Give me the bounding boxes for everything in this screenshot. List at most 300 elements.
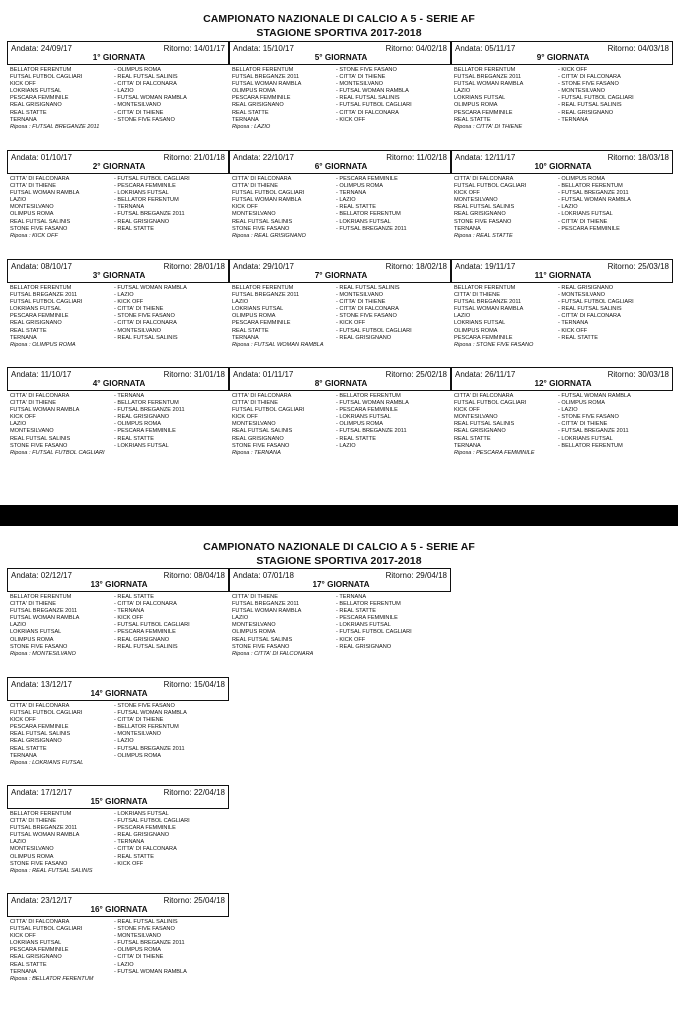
home-team: REAL FUTSAL SALINIS	[232, 428, 293, 435]
home-team: MONTESILVANO	[232, 622, 276, 629]
away-team: - CITTA' DI THIENE	[558, 421, 608, 428]
away-team: - LAZIO	[114, 961, 134, 968]
match-row	[229, 219, 451, 226]
andata-date: Andata: 17/12/17	[11, 788, 72, 797]
giornata-label: 11° GIORNATA	[534, 271, 592, 280]
away-team: - KICK OFF	[336, 320, 366, 327]
away-team: - REAL STATTE	[558, 334, 598, 341]
away-team: - TERNANA	[558, 116, 589, 123]
home-team: REAL STATTE	[232, 327, 269, 334]
match-list	[7, 811, 229, 875]
home-team: CITTA' DI THIENE	[454, 292, 500, 299]
away-team: - CITTA' DI THIENE	[114, 717, 164, 724]
home-team: STONE FIVE FASANO	[10, 860, 68, 867]
home-team: FUTSAL BREGANZE 2011	[454, 74, 522, 81]
match-row	[229, 414, 451, 421]
match-row	[7, 285, 229, 292]
home-team: FUTSAL FUTBOL CAGLIARI	[10, 710, 83, 717]
away-team: - OLIMPUS ROMA	[114, 421, 161, 428]
home-team: CITTA' DI FALCONARA	[10, 703, 70, 709]
match-row	[7, 74, 229, 81]
away-team: - CITTA' DI FALCONARA	[114, 320, 177, 327]
match-row	[7, 428, 229, 435]
match-row	[7, 102, 229, 109]
away-team: - FUTSAL FUTBOL CAGLIARI	[114, 818, 190, 825]
home-team: TERNANA	[232, 334, 259, 341]
round-header	[7, 785, 229, 809]
match-row	[7, 703, 229, 710]
away-team: - REAL GRISIGNANO	[558, 285, 614, 291]
match-row	[7, 753, 229, 760]
match-row	[7, 176, 229, 183]
match-row	[7, 219, 229, 226]
home-team: FUTSAL WOMAN RAMBLA	[10, 190, 80, 197]
home-team: FUTSAL FUTBOL CAGLIARI	[454, 183, 527, 190]
match-row	[7, 608, 229, 615]
ritorno-date: Ritorno: 11/02/18	[386, 153, 447, 162]
bye-team: Riposa : OLIMPUS ROMA	[10, 341, 76, 348]
home-team: LAZIO	[10, 839, 27, 846]
andata-date: Andata: 02/12/17	[11, 571, 72, 580]
match-row	[451, 219, 673, 226]
home-team: TERNANA	[10, 334, 37, 341]
giornata-label: 7° GIORNATA	[314, 271, 368, 280]
match-row	[451, 299, 673, 306]
away-team: - FUTSAL BREGANZE 2011	[336, 428, 407, 435]
match-row	[7, 443, 229, 450]
match-row	[229, 629, 451, 636]
home-team: CITTA' DI FALCONARA	[10, 393, 70, 399]
away-team: - REAL GRISIGNANO	[114, 832, 170, 839]
home-team: FUTSAL WOMAN RAMBLA	[232, 197, 302, 204]
match-row	[229, 102, 451, 109]
match-row	[7, 393, 229, 400]
home-team: LAZIO	[454, 313, 471, 320]
andata-date: Andata: 01/11/17	[233, 370, 294, 379]
home-team: LAZIO	[454, 88, 471, 95]
home-team: TERNANA	[454, 225, 481, 232]
match-row	[7, 615, 229, 622]
away-team: - PESCARA FEMMINILE	[336, 176, 398, 182]
away-team: - STONE FIVE FASANO	[336, 313, 397, 320]
match-row	[229, 601, 451, 608]
match-row	[451, 226, 673, 233]
match-row	[7, 746, 229, 753]
home-team: FUTSAL WOMAN RAMBLA	[10, 832, 80, 839]
home-team: FUTSAL WOMAN RAMBLA	[232, 81, 302, 88]
away-team: - REAL STATTE	[336, 608, 376, 615]
away-team: - TERNANA	[114, 839, 145, 846]
match-row	[229, 88, 451, 95]
home-team: REAL STATTE	[232, 109, 269, 116]
away-team: - OLIMPUS ROMA	[114, 67, 161, 73]
home-team: LOKRIANS FUTSAL	[454, 95, 506, 102]
match-row	[7, 622, 229, 629]
match-row	[7, 81, 229, 88]
away-team: - BELLATOR FERENTUM	[558, 183, 623, 190]
giornata-label: 15° GIORNATA	[90, 797, 148, 806]
home-team: REAL STATTE	[454, 116, 491, 123]
away-team: - CITTA' DI FALCONARA	[114, 81, 177, 88]
match-row	[451, 211, 673, 218]
home-team: FUTSAL WOMAN RAMBLA	[10, 615, 80, 622]
away-team: - MONTESILVANO	[336, 292, 384, 299]
round-header	[229, 367, 451, 391]
bye-team: Riposa : PESCARA FEMMINILE	[454, 449, 535, 456]
away-team: - FUTSAL FUTBOL CAGLIARI	[114, 622, 190, 629]
home-team: CITTA' DI THIENE	[10, 400, 56, 407]
home-team: OLIMPUS ROMA	[232, 629, 276, 636]
match-row	[229, 110, 451, 117]
round-block	[229, 41, 451, 130]
round-block	[229, 367, 451, 456]
bye-team: Riposa : REAL FUTSAL SALINIS	[10, 867, 93, 874]
page1-subtitle: STAGIONE SPORTIVA 2017-2018	[256, 27, 422, 39]
match-row	[7, 940, 229, 947]
home-team: FUTSAL BREGANZE 2011	[232, 601, 300, 608]
round-block	[7, 568, 229, 657]
home-team: CITTA' DI THIENE	[232, 400, 278, 407]
round-block	[7, 259, 229, 348]
away-team: - CITTA' DI THIENE	[114, 306, 164, 313]
away-team: - LOKRIANS FUTSAL	[114, 811, 169, 817]
away-team: - BELLATOR FERENTUM	[114, 400, 179, 407]
away-team: - CITTA' DI FALCONARA	[558, 74, 621, 81]
giornata-label: 14° GIORNATA	[90, 689, 148, 698]
giornata-label: 1° GIORNATA	[92, 53, 146, 62]
home-team: TERNANA	[10, 116, 37, 123]
away-team: - MONTESILVANO	[114, 102, 162, 109]
match-row	[7, 313, 229, 320]
away-team: - TERNANA	[114, 204, 145, 211]
away-team: - BELLATOR FERENTUM	[336, 211, 401, 218]
away-team: - BELLATOR FERENTUM	[336, 601, 401, 608]
away-team: - LOKRIANS FUTSAL	[336, 622, 391, 629]
match-list	[7, 919, 229, 983]
match-row	[229, 176, 451, 183]
match-row	[451, 110, 673, 117]
match-row	[229, 407, 451, 414]
away-team: - KICK OFF	[558, 67, 588, 73]
away-team: - REAL FUTSAL SALINIS	[336, 285, 400, 291]
round-header	[229, 259, 451, 283]
match-row	[229, 615, 451, 622]
round-block	[7, 785, 229, 874]
andata-date: Andata: 24/09/17	[11, 44, 72, 53]
home-team: MONTESILVANO	[10, 204, 54, 211]
away-team: - LOKRIANS FUTSAL	[336, 414, 391, 421]
match-list	[451, 393, 673, 457]
match-row	[229, 211, 451, 218]
round-header	[7, 41, 229, 65]
away-team: - LAZIO	[558, 407, 578, 414]
round-header	[229, 568, 451, 592]
home-team: LAZIO	[10, 197, 27, 204]
away-team: - OLIMPUS ROMA	[558, 176, 605, 182]
match-row	[229, 393, 451, 400]
away-team: - STONE FIVE FASANO	[114, 313, 175, 320]
home-team: FUTSAL FUTBOL CAGLIARI	[232, 407, 305, 414]
away-team: - STONE FIVE FASANO	[558, 81, 619, 88]
match-row	[451, 197, 673, 204]
match-row	[7, 818, 229, 825]
match-row	[7, 738, 229, 745]
home-team: FUTSAL FUTBOL CAGLIARI	[10, 299, 83, 306]
andata-date: Andata: 23/12/17	[11, 896, 72, 905]
home-team: REAL STATTE	[10, 327, 47, 334]
away-team: - FUTSAL WOMAN RAMBLA	[114, 710, 187, 717]
home-team: REAL STATTE	[10, 109, 47, 116]
home-team: FUTSAL BREGANZE 2011	[232, 292, 300, 299]
away-team: - MONTESILVANO	[558, 88, 606, 95]
ritorno-date: Ritorno: 18/02/18	[385, 262, 447, 271]
home-team: KICK OFF	[10, 81, 36, 88]
away-team: - LOKRIANS FUTSAL	[558, 211, 613, 218]
away-team: - MONTESILVANO	[558, 292, 606, 299]
home-team: BELLATOR FERENTUM	[10, 811, 72, 817]
round-header	[7, 367, 229, 391]
home-team: BELLATOR FERENTUM	[232, 67, 294, 73]
away-team: - FUTSAL WOMAN RAMBLA	[114, 95, 187, 102]
home-team: TERNANA	[454, 442, 481, 449]
away-team: - CITTA' DI FALCONARA	[558, 313, 621, 320]
ritorno-date: Ritorno: 15/04/18	[163, 680, 225, 689]
home-team: REAL FUTSAL SALINIS	[232, 636, 293, 643]
home-team: BELLATOR FERENTUM	[454, 67, 516, 73]
away-team: - BELLATOR FERENTUM	[336, 393, 401, 399]
match-row	[7, 67, 229, 74]
match-row	[451, 428, 673, 435]
round-block	[229, 150, 451, 239]
match-row	[451, 407, 673, 414]
match-row	[229, 622, 451, 629]
home-team: OLIMPUS ROMA	[454, 327, 498, 334]
away-team: - CITTA' DI FALCONARA	[114, 601, 177, 608]
home-team: FUTSAL WOMAN RAMBLA	[454, 306, 524, 313]
home-team: BELLATOR FERENTUM	[454, 285, 516, 291]
away-team: - OLIMPUS ROMA	[114, 947, 161, 954]
match-list	[7, 285, 229, 349]
home-team: PESCARA FEMMINILE	[454, 334, 513, 341]
match-row	[7, 846, 229, 853]
away-team: - REAL FUTSAL SALINIS	[558, 102, 622, 109]
match-row	[7, 839, 229, 846]
ritorno-date: Ritorno: 28/01/18	[163, 262, 225, 271]
match-row	[7, 197, 229, 204]
match-row	[7, 710, 229, 717]
away-team: - PESCARA FEMMINILE	[558, 225, 620, 232]
home-team: CITTA' DI THIENE	[10, 183, 56, 190]
away-team: - REAL FUTSAL SALINIS	[114, 643, 178, 650]
andata-date: Andata: 22/10/17	[233, 153, 294, 162]
match-row	[7, 88, 229, 95]
andata-date: Andata: 12/11/17	[455, 153, 516, 162]
away-team: - CITTA' DI FALCONARA	[336, 306, 399, 313]
round-block	[7, 367, 229, 456]
home-team: MONTESILVANO	[454, 197, 498, 204]
bye-team: Riposa : CITTA' DI THIENE	[454, 123, 523, 130]
home-team: CITTA' DI FALCONARA	[454, 176, 514, 182]
home-team: LOKRIANS FUTSAL	[454, 320, 506, 327]
ritorno-date: Ritorno: 30/03/18	[607, 370, 669, 379]
home-team: REAL FUTSAL SALINIS	[454, 204, 515, 211]
andata-date: Andata: 29/10/17	[233, 262, 294, 271]
home-team: TERNANA	[10, 752, 37, 759]
match-row	[229, 637, 451, 644]
home-team: BELLATOR FERENTUM	[10, 594, 72, 600]
away-team: - REAL FUTSAL SALINIS	[558, 306, 622, 313]
page2-subtitle: STAGIONE SPORTIVA 2017-2018	[256, 555, 422, 567]
page1-title: CAMPIONATO NAZIONALE DI CALCIO A 5 - SERIE AF	[203, 13, 475, 25]
bye-team: Riposa : KICK OFF	[10, 232, 58, 239]
match-row	[451, 102, 673, 109]
round-block	[451, 259, 673, 348]
andata-date: Andata: 15/10/17	[233, 44, 294, 53]
home-team: LOKRIANS FUTSAL	[10, 306, 62, 313]
round-block	[229, 568, 451, 657]
giornata-label: 5° GIORNATA	[314, 53, 368, 62]
away-team: - REAL STATTE	[114, 435, 154, 442]
away-team: - FUTSAL BREGANZE 2011	[336, 225, 407, 232]
giornata-label: 13° GIORNATA	[90, 580, 148, 589]
home-team: PESCARA FEMMINILE	[10, 313, 69, 320]
home-team: STONE FIVE FASANO	[10, 643, 68, 650]
away-team: - KICK OFF	[336, 116, 366, 123]
home-team: CITTA' DI FALCONARA	[10, 919, 70, 925]
round-block	[451, 150, 673, 239]
away-team: - OLIMPUS ROMA	[336, 183, 383, 190]
bye-team: Riposa : TERNANA	[232, 449, 281, 456]
home-team: KICK OFF	[10, 717, 36, 724]
away-team: - PESCARA FEMMINILE	[114, 825, 176, 832]
match-row	[229, 285, 451, 292]
match-row	[451, 117, 673, 124]
home-team: REAL FUTSAL SALINIS	[10, 731, 71, 738]
giornata-label: 4° GIORNATA	[92, 379, 146, 388]
match-row	[229, 400, 451, 407]
away-team: - KICK OFF	[114, 615, 144, 622]
giornata-label: 6° GIORNATA	[314, 162, 368, 171]
round-header	[451, 41, 673, 65]
match-row	[7, 717, 229, 724]
match-row	[229, 608, 451, 615]
home-team: PESCARA FEMMINILE	[232, 95, 291, 102]
match-row	[7, 299, 229, 306]
ritorno-date: Ritorno: 25/02/18	[385, 370, 447, 379]
match-row	[7, 947, 229, 954]
away-team: - KICK OFF	[336, 636, 366, 643]
home-team: KICK OFF	[10, 414, 36, 421]
match-row	[7, 637, 229, 644]
home-team: REAL GRISIGNANO	[10, 738, 62, 745]
home-team: FUTSAL BREGANZE 2011	[10, 608, 78, 615]
home-team: STONE FIVE FASANO	[232, 643, 290, 650]
home-team: PESCARA FEMMINILE	[232, 320, 291, 327]
match-row	[7, 832, 229, 839]
andata-date: Andata: 19/11/17	[455, 262, 516, 271]
match-row	[7, 414, 229, 421]
away-team: - TERNANA	[558, 320, 589, 327]
match-list	[7, 703, 229, 767]
away-team: - REAL GRISIGNANO	[336, 643, 392, 650]
match-row	[229, 190, 451, 197]
home-team: MONTESILVANO	[10, 428, 54, 435]
away-team: - TERNANA	[114, 393, 145, 399]
round-block	[451, 367, 673, 456]
match-list	[229, 594, 451, 658]
away-team: - REAL STATTE	[114, 594, 154, 600]
giornata-label: 12° GIORNATA	[534, 379, 592, 388]
home-team: LOKRIANS FUTSAL	[232, 306, 284, 313]
home-team: REAL GRISIGNANO	[10, 320, 62, 327]
match-row	[451, 292, 673, 299]
match-row	[7, 962, 229, 969]
home-team: REAL FUTSAL SALINIS	[232, 218, 293, 225]
away-team: - FUTSAL WOMAN RAMBLA	[558, 393, 631, 399]
home-team: REAL STATTE	[454, 435, 491, 442]
bye-team: Riposa : REAL GRISIGNANO	[232, 232, 306, 239]
home-team: REAL GRISIGNANO	[454, 428, 506, 435]
away-team: - PESCARA FEMMINILE	[336, 407, 398, 414]
match-row	[229, 67, 451, 74]
page2-title: CAMPIONATO NAZIONALE DI CALCIO A 5 - SERIE AF	[203, 541, 475, 553]
round-header	[7, 150, 229, 174]
away-team: - FUTSAL FUTBOL CAGLIARI	[336, 102, 412, 109]
match-row	[451, 393, 673, 400]
match-list	[229, 176, 451, 240]
away-team: - REAL STATTE	[336, 435, 376, 442]
match-row	[7, 328, 229, 335]
away-team: - FUTSAL WOMAN RAMBLA	[336, 88, 409, 95]
match-row	[229, 320, 451, 327]
away-team: - FUTSAL FUTBOL CAGLIARI	[558, 299, 634, 306]
away-team: - MONTESILVANO	[336, 81, 384, 88]
away-team: - CITTA' DI THIENE	[558, 218, 608, 225]
match-row	[229, 644, 451, 651]
ritorno-date: Ritorno: 29/04/18	[385, 571, 447, 580]
match-row	[229, 335, 451, 342]
home-team: FUTSAL FUTBOL CAGLIARI	[454, 400, 527, 407]
away-team: - BELLATOR FERENTUM	[114, 724, 179, 731]
round-block	[7, 677, 229, 766]
away-team: - FUTSAL BREGANZE 2011	[114, 211, 185, 218]
match-row	[229, 443, 451, 450]
match-row	[229, 81, 451, 88]
match-row	[229, 428, 451, 435]
home-team: OLIMPUS ROMA	[232, 313, 276, 320]
home-team: REAL FUTSAL SALINIS	[10, 218, 71, 225]
match-row	[7, 825, 229, 832]
home-team: CITTA' DI FALCONARA	[232, 393, 292, 399]
match-row	[7, 190, 229, 197]
away-team: - PESCARA FEMMINILE	[336, 615, 398, 622]
away-team: - LAZIO	[114, 292, 134, 299]
home-team: MONTESILVANO	[232, 211, 276, 218]
match-row	[451, 204, 673, 211]
home-team: REAL GRISIGNANO	[232, 102, 284, 109]
home-team: PESCARA FEMMINILE	[454, 109, 513, 116]
away-team: - CITTA' DI FALCONARA	[336, 109, 399, 116]
bye-team: Riposa : STONE FIVE FASANO	[454, 341, 534, 348]
away-team: - PESCARA FEMMINILE	[114, 183, 176, 190]
away-team: - LAZIO	[336, 442, 356, 449]
home-team: LAZIO	[232, 615, 249, 622]
away-team: - OLIMPUS ROMA	[114, 752, 161, 759]
match-row	[7, 211, 229, 218]
home-team: STONE FIVE FASANO	[454, 218, 512, 225]
away-team: - CITTA' DI THIENE	[336, 74, 386, 81]
andata-date: Andata: 26/11/17	[455, 370, 516, 379]
